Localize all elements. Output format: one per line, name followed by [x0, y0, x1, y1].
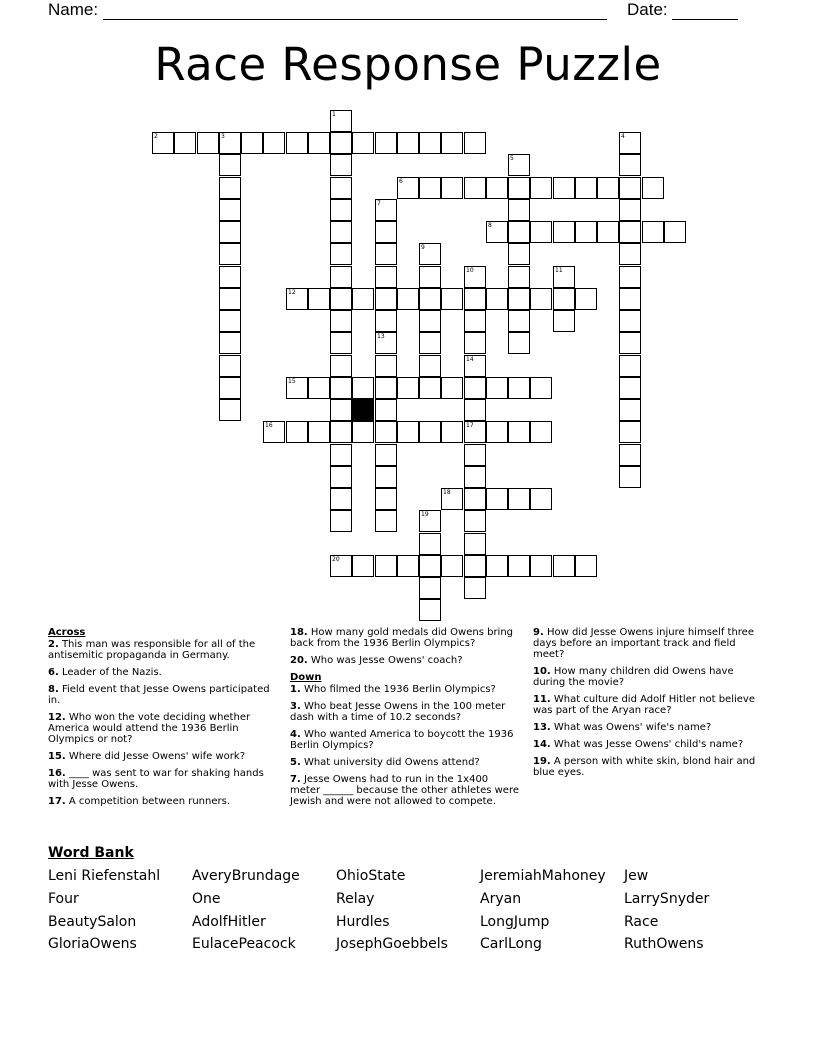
- clue-across-16: 16. ____ was sent to war for shaking hands with Jesse Owens.: [48, 768, 264, 790]
- crossword-cell[interactable]: [508, 377, 530, 399]
- crossword-cell[interactable]: [619, 221, 641, 243]
- crossword-cell[interactable]: [174, 132, 196, 154]
- crossword-cell[interactable]: [330, 355, 352, 377]
- crossword-cell[interactable]: [619, 266, 641, 288]
- clue-number: 12: [288, 289, 296, 296]
- crossword-cell[interactable]: [642, 221, 664, 243]
- clue-down-14: 14. What was Jesse Owens' child's name?: [533, 739, 744, 750]
- clue-number: 15: [288, 378, 296, 385]
- crossword-cell[interactable]: [330, 132, 352, 154]
- clue-number: 18: [443, 489, 451, 496]
- crossword-cell[interactable]: [464, 466, 486, 488]
- crossword-cell[interactable]: [597, 221, 619, 243]
- clue-down-3: 3. Who beat Jesse Owens in the 100 meter dash with a time of 10.2 seconds?: [290, 701, 506, 723]
- word-bank-item: AveryBrundage: [192, 868, 300, 884]
- crossword-cell[interactable]: [197, 132, 219, 154]
- clue-number: 8: [488, 222, 492, 229]
- crossword-cell[interactable]: [441, 177, 463, 199]
- crossword-cell[interactable]: [419, 510, 441, 532]
- crossword-cell[interactable]: [352, 288, 374, 310]
- crossword-cell[interactable]: [330, 510, 352, 532]
- crossword-cell[interactable]: [464, 399, 486, 421]
- crossword-cell[interactable]: [152, 132, 174, 154]
- crossword-cell[interactable]: [486, 421, 508, 443]
- crossword-cell[interactable]: [464, 577, 486, 599]
- crossword-cell[interactable]: [486, 377, 508, 399]
- clue-down-7: 7. Jesse Owens had to run in the 1x400 meter ______ because the other athletes were Jewish and were not allowed to compete.: [290, 774, 520, 807]
- crossword-cell[interactable]: [219, 154, 241, 176]
- clue-across-15: 15. Where did Jesse Owens' wife work?: [48, 751, 246, 762]
- crossword-cell[interactable]: [508, 266, 530, 288]
- crossword-cell[interactable]: [330, 288, 352, 310]
- name-label: Name:: [48, 0, 99, 19]
- crossword-cell[interactable]: [330, 310, 352, 332]
- date-label: Date:: [627, 0, 668, 19]
- crossword-cell[interactable]: [286, 132, 308, 154]
- crossword-cell[interactable]: [553, 555, 575, 577]
- crossword-cell[interactable]: [330, 154, 352, 176]
- crossword-cell[interactable]: [397, 288, 419, 310]
- crossword-cell[interactable]: [375, 421, 397, 443]
- crossword-cell[interactable]: [530, 221, 552, 243]
- crossword-cell[interactable]: [464, 310, 486, 332]
- word-bank-item: AdolfHitler: [192, 914, 266, 930]
- crossword-cell[interactable]: [419, 377, 441, 399]
- crossword-cell[interactable]: [330, 488, 352, 510]
- crossword-cell[interactable]: [464, 332, 486, 354]
- crossword-cell[interactable]: [530, 288, 552, 310]
- word-bank-item: RuthOwens: [624, 936, 704, 952]
- clue-number: 7: [377, 200, 381, 207]
- crossword-cell[interactable]: [263, 421, 285, 443]
- crossword-cell[interactable]: [419, 288, 441, 310]
- clue-across-20: 20. Who was Jesse Owens' coach?: [290, 655, 463, 666]
- crossword-cell[interactable]: [330, 221, 352, 243]
- crossword-cell[interactable]: [330, 444, 352, 466]
- crossword-cell[interactable]: [441, 377, 463, 399]
- crossword-cell[interactable]: [419, 533, 441, 555]
- crossword-cell[interactable]: [530, 377, 552, 399]
- crossword-cell[interactable]: [375, 488, 397, 510]
- crossword-cell[interactable]: [508, 488, 530, 510]
- crossword-cell[interactable]: [375, 266, 397, 288]
- crossword-cell[interactable]: [553, 177, 575, 199]
- crossword-cell[interactable]: [219, 332, 241, 354]
- crossword-cell[interactable]: [286, 421, 308, 443]
- crossword-cell[interactable]: [352, 421, 374, 443]
- clue-number: 16: [265, 422, 273, 429]
- clue-number: 13: [377, 333, 385, 340]
- crossword-cell[interactable]: [619, 466, 641, 488]
- crossword-cell[interactable]: [330, 266, 352, 288]
- word-bank-item: CarlLong: [480, 936, 542, 952]
- crossword-cell[interactable]: [375, 310, 397, 332]
- crossword-cell[interactable]: [330, 177, 352, 199]
- crossword-cell[interactable]: [664, 221, 686, 243]
- clue-across-18: 18. How many gold medals did Owens bring back from the 1936 Berlin Olympics?: [290, 627, 514, 649]
- clue-number: 17: [466, 422, 474, 429]
- crossword-cell[interactable]: [619, 377, 641, 399]
- crossword-cell[interactable]: [464, 533, 486, 555]
- crossword-cell[interactable]: [286, 288, 308, 310]
- crossword-cell[interactable]: [619, 444, 641, 466]
- crossword-cell[interactable]: [486, 555, 508, 577]
- clue-number: 2: [154, 133, 158, 140]
- crossword-cell[interactable]: [575, 221, 597, 243]
- clue-down-11: 11. What culture did Adolf Hitler not believe was part of the Aryan race?: [533, 694, 755, 716]
- crossword-cell[interactable]: [464, 288, 486, 310]
- crossword-cell[interactable]: [330, 377, 352, 399]
- crossword-cell[interactable]: [219, 243, 241, 265]
- crossword-cell[interactable]: [419, 421, 441, 443]
- crossword-cell[interactable]: [619, 154, 641, 176]
- crossword-cell[interactable]: [441, 488, 463, 510]
- crossword-cell[interactable]: [241, 132, 263, 154]
- crossword-cell[interactable]: [330, 243, 352, 265]
- clue-number: 9: [421, 244, 425, 251]
- word-bank-title: Word Bank: [48, 845, 134, 861]
- crossword-cell[interactable]: [464, 266, 486, 288]
- clue-number: 4: [621, 133, 625, 140]
- crossword-cell[interactable]: [530, 177, 552, 199]
- crossword-cell[interactable]: [219, 199, 241, 221]
- crossword-cell[interactable]: [308, 288, 330, 310]
- clues-column-3: [533, 627, 763, 784]
- word-bank-item: BeautySalon: [48, 914, 137, 930]
- word-bank-item: GloriaOwens: [48, 936, 137, 952]
- crossword-cell[interactable]: [464, 421, 486, 443]
- crossword-cell[interactable]: [508, 332, 530, 354]
- clue-across-6: 6. Leader of the Nazis.: [48, 667, 162, 678]
- crossword-cell[interactable]: [219, 177, 241, 199]
- word-bank-item: OhioState: [336, 868, 406, 884]
- crossword-cell[interactable]: [330, 110, 352, 132]
- crossword-cell[interactable]: [553, 221, 575, 243]
- crossword-cell[interactable]: [330, 466, 352, 488]
- crossword-cell[interactable]: [352, 555, 374, 577]
- crossword-cell[interactable]: [352, 377, 374, 399]
- crossword-cell[interactable]: [575, 288, 597, 310]
- crossword-cell[interactable]: [375, 288, 397, 310]
- crossword-cell[interactable]: [375, 510, 397, 532]
- crossword-cell[interactable]: [553, 310, 575, 332]
- page-title: Race Response Puzzle: [154, 38, 662, 91]
- crossword-cell[interactable]: [464, 510, 486, 532]
- crossword-cell[interactable]: [530, 488, 552, 510]
- clue-across-17: 17. A competition between runners.: [48, 796, 231, 807]
- crossword-cell[interactable]: [375, 199, 397, 221]
- crossword-cell[interactable]: [597, 177, 619, 199]
- crossword-cell[interactable]: [619, 177, 641, 199]
- crossword-cell[interactable]: [464, 488, 486, 510]
- crossword-cell[interactable]: [375, 466, 397, 488]
- crossword-cell[interactable]: [553, 288, 575, 310]
- clue-number: 3: [221, 133, 225, 140]
- crossword-cell[interactable]: [375, 221, 397, 243]
- clue-down-10: 10. How many children did Owens have during the movie?: [533, 666, 734, 688]
- word-bank-item: Hurdles: [336, 914, 390, 930]
- crossword-cell[interactable]: [397, 555, 419, 577]
- crossword-cell[interactable]: [419, 577, 441, 599]
- crossword-cell[interactable]: [419, 266, 441, 288]
- crossword-cell[interactable]: [219, 355, 241, 377]
- crossword-cell[interactable]: [419, 132, 441, 154]
- crossword-cell[interactable]: [419, 599, 441, 621]
- word-bank-item: EulacePeacock: [192, 936, 296, 952]
- down-heading: Down: [290, 672, 322, 683]
- clues-column-1: [48, 627, 278, 813]
- crossword-cell[interactable]: [375, 555, 397, 577]
- clue-number: 20: [332, 556, 340, 563]
- crossword-cell[interactable]: [263, 132, 285, 154]
- crossword-cell[interactable]: [397, 421, 419, 443]
- word-bank-item: Aryan: [480, 891, 522, 907]
- crossword-cell[interactable]: [330, 399, 352, 421]
- crossword-cell[interactable]: [419, 555, 441, 577]
- crossword-cell[interactable]: [419, 355, 441, 377]
- crossword-cell[interactable]: [530, 555, 552, 577]
- clue-down-9: 9. How did Jesse Owens injure himself three days before an important track and field meet?: [533, 627, 754, 660]
- crossword-cell[interactable]: [619, 199, 641, 221]
- crossword-cell[interactable]: [375, 377, 397, 399]
- word-bank-item: Race: [624, 914, 659, 930]
- crossword-cell[interactable]: [486, 488, 508, 510]
- crossword-cell[interactable]: [619, 399, 641, 421]
- crossword-cell[interactable]: [375, 444, 397, 466]
- crossword-cell[interactable]: [464, 444, 486, 466]
- across-heading: Across: [48, 627, 86, 638]
- clue-across-2: 2. This man was responsible for all of the antisemitic propaganda in Germany.: [48, 639, 256, 661]
- crossword-cell[interactable]: [419, 243, 441, 265]
- crossword-cell[interactable]: [219, 266, 241, 288]
- crossword-cell[interactable]: [441, 132, 463, 154]
- crossword-cell[interactable]: [397, 132, 419, 154]
- crossword-cell[interactable]: [619, 243, 641, 265]
- word-bank-item: LarrySnyder: [624, 891, 710, 907]
- crossword-cell[interactable]: [508, 310, 530, 332]
- crossword-cell[interactable]: [219, 310, 241, 332]
- crossword-cell[interactable]: [352, 132, 374, 154]
- crossword-cell[interactable]: [464, 132, 486, 154]
- crossword-cell[interactable]: [619, 421, 641, 443]
- word-bank-item: Leni Riefenstahl: [48, 868, 161, 884]
- crossword-cell[interactable]: [619, 288, 641, 310]
- clue-number: 5: [510, 155, 514, 162]
- word-bank-item: Four: [48, 891, 79, 907]
- word-bank-item: JeremiahMahoney: [480, 868, 606, 884]
- clue-number: 10: [466, 267, 474, 274]
- crossword-cell[interactable]: [330, 555, 352, 577]
- word-bank-item: LongJump: [480, 914, 550, 930]
- crossword-cell[interactable]: [419, 177, 441, 199]
- crossword-cell[interactable]: [508, 243, 530, 265]
- crossword-cell[interactable]: [308, 132, 330, 154]
- crossword-cell[interactable]: [419, 332, 441, 354]
- crossword-cell[interactable]: [330, 199, 352, 221]
- crossword-cell[interactable]: [375, 132, 397, 154]
- clue-down-5: 5. What university did Owens attend?: [290, 757, 480, 768]
- clue-down-4: 4. Who wanted America to boycott the 1936 Berlin Olympics?: [290, 729, 514, 751]
- crossword-cell[interactable]: [375, 399, 397, 421]
- crossword-cell[interactable]: [642, 177, 664, 199]
- crossword-cell[interactable]: [219, 221, 241, 243]
- crossword-cell[interactable]: [441, 421, 463, 443]
- crossword-cell[interactable]: [441, 288, 463, 310]
- clue-across-8: 8. Field event that Jesse Owens participated in.: [48, 684, 270, 706]
- crossword-cell[interactable]: [464, 377, 486, 399]
- crossword-cell[interactable]: [464, 177, 486, 199]
- crossword-cell[interactable]: [619, 310, 641, 332]
- crossword-cell[interactable]: [530, 421, 552, 443]
- crossword-cell[interactable]: [464, 555, 486, 577]
- crossword-cell[interactable]: [508, 199, 530, 221]
- crossword-cell[interactable]: [397, 177, 419, 199]
- crossword-cell[interactable]: [330, 421, 352, 443]
- crossword-cell[interactable]: [575, 555, 597, 577]
- clue-number: 11: [555, 267, 563, 274]
- crossword-cell[interactable]: [575, 177, 597, 199]
- crossword-cell[interactable]: [619, 132, 641, 154]
- crossword-cell[interactable]: [419, 310, 441, 332]
- crossword-cell[interactable]: [508, 177, 530, 199]
- crossword-cell[interactable]: [286, 377, 308, 399]
- blocked-cell: [352, 399, 374, 421]
- crossword-cell[interactable]: [508, 555, 530, 577]
- word-bank-item: Jew: [624, 868, 649, 884]
- clue-down-13: 13. What was Owens' wife's name?: [533, 722, 712, 733]
- clue-number: 14: [466, 356, 474, 363]
- crossword-cell[interactable]: [486, 221, 508, 243]
- clue-number: 1: [332, 111, 336, 118]
- word-bank-item: One: [192, 891, 221, 907]
- crossword-cell[interactable]: [219, 288, 241, 310]
- clue-number: 6: [399, 178, 403, 185]
- crossword-cell[interactable]: [441, 555, 463, 577]
- crossword-cell[interactable]: [508, 154, 530, 176]
- crossword-cell[interactable]: [375, 355, 397, 377]
- crossword-cell[interactable]: [508, 288, 530, 310]
- crossword-cell[interactable]: [219, 399, 241, 421]
- clues-column-2: [290, 627, 520, 813]
- crossword-cell[interactable]: [375, 243, 397, 265]
- crossword-cell[interactable]: [486, 177, 508, 199]
- crossword-cell[interactable]: [553, 266, 575, 288]
- crossword-cell[interactable]: [330, 332, 352, 354]
- crossword-cell[interactable]: [619, 355, 641, 377]
- crossword-cell[interactable]: [375, 332, 397, 354]
- clue-number: 19: [421, 511, 429, 518]
- crossword-cell[interactable]: [397, 377, 419, 399]
- crossword-cell[interactable]: [308, 377, 330, 399]
- crossword-cell[interactable]: [219, 377, 241, 399]
- crossword-cell[interactable]: [619, 332, 641, 354]
- clue-across-12: 12. Who won the vote deciding whether America would attend the 1936 Berlin Olympics or not?: [48, 712, 251, 745]
- crossword-cell[interactable]: [508, 221, 530, 243]
- word-bank-item: Relay: [336, 891, 375, 907]
- crossword-cell[interactable]: [464, 355, 486, 377]
- crossword-cell[interactable]: [308, 421, 330, 443]
- crossword-cell[interactable]: [219, 132, 241, 154]
- crossword-cell[interactable]: [508, 421, 530, 443]
- crossword-cell[interactable]: [486, 288, 508, 310]
- clue-down-1: 1. Who filmed the 1936 Berlin Olympics?: [290, 684, 496, 695]
- clue-down-19: 19. A person with white skin, blond hair and blue eyes.: [533, 756, 756, 778]
- word-bank-item: JosephGoebbels: [336, 936, 448, 952]
